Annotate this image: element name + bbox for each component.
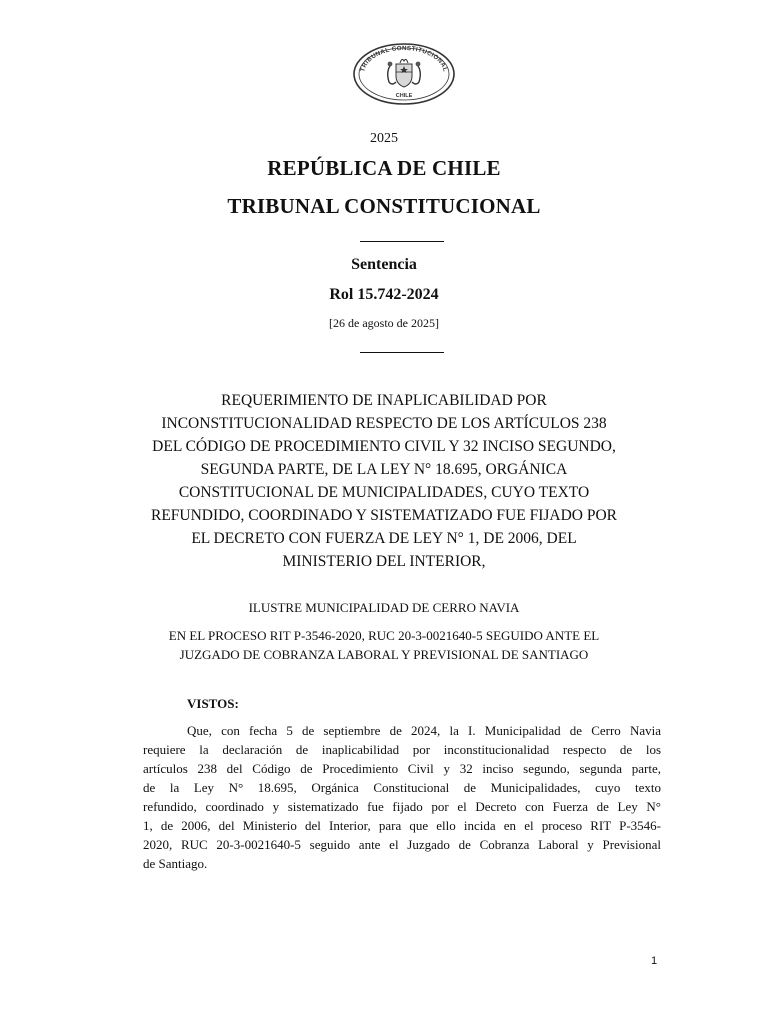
process-line: EN EL PROCESO RIT P-3546-2020, RUC 20-3-0021640-5 SEGUIDO ANTE EL	[168, 628, 600, 643]
petitioner-name: ILUSTRE MUNICIPALIDAD DE CERRO NAVIA	[248, 600, 520, 615]
subject-line: SEGUNDA PARTE, DE LA LEY N° 18.695, ORGÁNICA	[200, 461, 568, 478]
svg-text:CHILE: CHILE	[395, 93, 413, 99]
subject-line: MINISTERIO DEL INTERIOR,	[282, 553, 486, 570]
court-seal-icon	[352, 42, 456, 106]
paragraph-line: refundido, coordinado y sistematizado fue fijado por el Decreto con Fuerza de Ley N°	[143, 799, 661, 814]
document-type: Sentencia	[351, 256, 417, 273]
paragraph-line: artículos 238 del Código de Procedimiento Civil y 32 inciso segundo, segunda parte,	[143, 761, 661, 776]
process-reference	[120, 626, 648, 664]
republic-heading: REPÚBLICA DE CHILE	[267, 156, 501, 180]
document-year: 2025	[370, 131, 398, 146]
divider-bottom	[360, 352, 444, 353]
svg-text:TRIBUNAL CONSTITUCIONAL: TRIBUNAL CONSTITUCIONAL	[359, 44, 449, 73]
subject-line: CONSTITUCIONAL DE MUNICIPALIDADES, CUYO TEXTO	[178, 484, 590, 501]
paragraph-line: 2020, RUC 20-3-0021640-5 seguido ante el Juzgado de Cobranza Laboral y Previsional	[143, 837, 661, 852]
subject-line: REFUNDIDO, COORDINADO Y SISTEMATIZADO FUE FIJADO POR	[150, 507, 618, 524]
paragraph-line: 1, de 2006, del Ministerio del Interior, para que ello incida en el proceso RIT P-3546-	[143, 818, 661, 833]
vistos-paragraph	[143, 721, 661, 873]
subject-line: INCONSTITUCIONALIDAD RESPECTO DE LOS ARTÍCULOS 238	[161, 415, 607, 432]
subject-line: REQUERIMIENTO DE INAPLICABILIDAD POR	[221, 392, 547, 409]
paragraph-line: Que, con fecha 5 de septiembre de 2024, la I. Municipalidad de Cerro Navia	[187, 723, 661, 738]
paragraph-line: requiere la declaración de inaplicabilidad por inconstitucionalidad respecto de los	[143, 742, 661, 757]
tribunal-heading: TRIBUNAL CONSTITUCIONAL	[227, 194, 541, 218]
subject-line: EL DECRETO CON FUERZA DE LEY N° 1, DE 2006, DEL	[191, 530, 577, 547]
section-title-vistos: VISTOS:	[187, 696, 239, 711]
subject-line: DEL CÓDIGO DE PROCEDIMIENTO CIVIL Y 32 INCISO SEGUNDO,	[152, 438, 616, 455]
paragraph-line: de Santiago.	[143, 856, 208, 871]
page-number: 1	[651, 955, 658, 967]
case-subject	[140, 389, 628, 573]
divider-top	[360, 241, 444, 242]
paragraph-line: de la Ley N° 18.695, Orgánica Constitucional de Municipalidades, cuyo texto	[143, 780, 661, 795]
ruling-date: [26 de agosto de 2025]	[329, 316, 439, 330]
case-number: Rol 15.742-2024	[329, 286, 439, 303]
process-line: JUZGADO DE COBRANZA LABORAL Y PREVISIONAL DE SANTIAGO	[179, 647, 589, 662]
